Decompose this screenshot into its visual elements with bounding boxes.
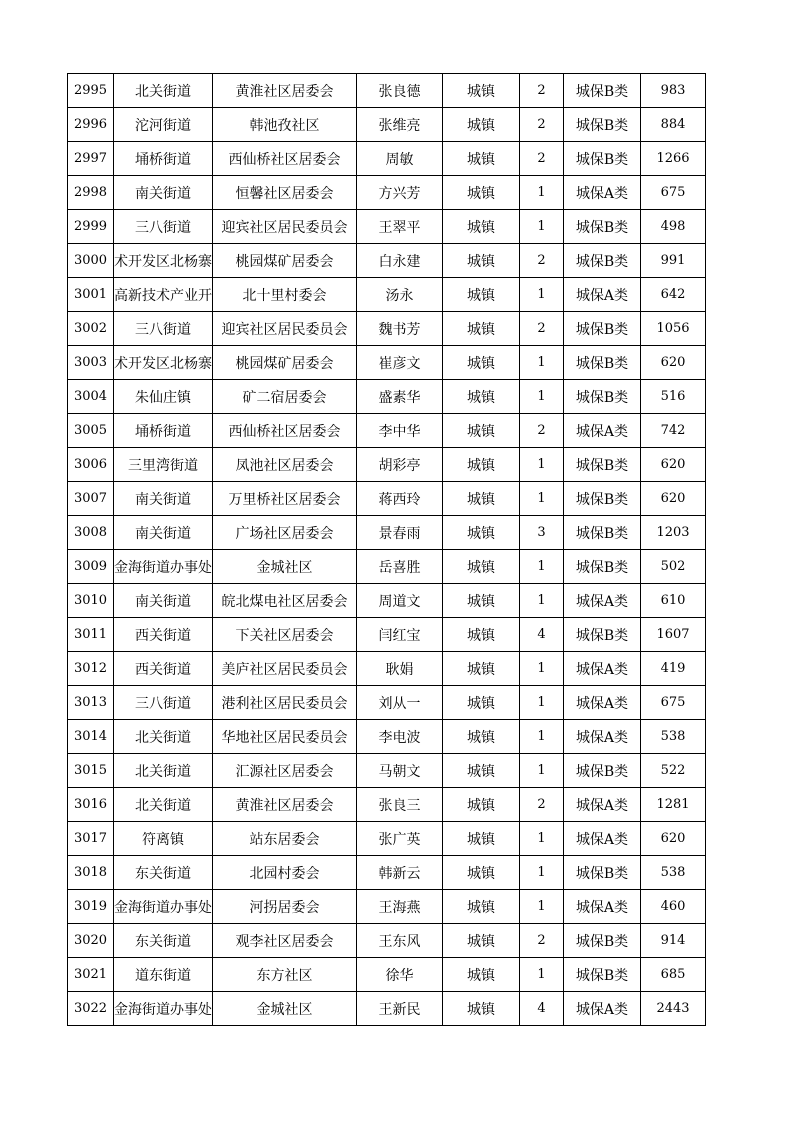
record-id-cell: 3006 [68,448,114,482]
area-type-cell: 城镇 [443,618,520,652]
record-id-cell: 3019 [68,890,114,924]
table-row [68,210,706,244]
table-row [68,108,706,142]
name-cell: 刘从一 [357,686,443,720]
amount-cell: 538 [641,720,706,754]
amount-cell: 642 [641,278,706,312]
household-count-cell: 1 [520,482,564,516]
table-row [68,482,706,516]
street-cell: 朱仙庄镇 [114,380,213,414]
area-type-cell: 城镇 [443,584,520,618]
street-cell: 埇桥街道 [114,414,213,448]
table-row [68,890,706,924]
community-cell: 金城社区 [213,992,357,1026]
record-id-cell: 2997 [68,142,114,176]
record-id-cell: 2998 [68,176,114,210]
name-cell: 胡彩亭 [357,448,443,482]
street-cell: 西关街道 [114,652,213,686]
community-cell: 河拐居委会 [213,890,357,924]
area-type-cell: 城镇 [443,448,520,482]
name-cell: 张广英 [357,822,443,856]
household-count-cell: 1 [520,210,564,244]
table-row [68,74,706,108]
table-body [68,74,706,1026]
area-type-cell: 城镇 [443,652,520,686]
amount-cell: 620 [641,346,706,380]
table-row [68,516,706,550]
community-cell: 站东居委会 [213,822,357,856]
table-row [68,822,706,856]
street-cell: 术开发区北杨寨 [114,244,213,278]
records-table [67,73,706,1026]
community-cell: 桃园煤矿居委会 [213,346,357,380]
amount-cell: 914 [641,924,706,958]
insurance-category-cell: 城保A类 [564,652,641,686]
name-cell: 王新民 [357,992,443,1026]
community-cell: 黄淮社区居委会 [213,788,357,822]
amount-cell: 460 [641,890,706,924]
area-type-cell: 城镇 [443,720,520,754]
household-count-cell: 1 [520,380,564,414]
name-cell: 景春雨 [357,516,443,550]
table-row [68,720,706,754]
community-cell: 东方社区 [213,958,357,992]
community-cell: 北园村委会 [213,856,357,890]
name-cell: 周道文 [357,584,443,618]
insurance-category-cell: 城保B类 [564,550,641,584]
community-cell: 桃园煤矿居委会 [213,244,357,278]
table-row [68,652,706,686]
name-cell: 李中华 [357,414,443,448]
household-count-cell: 1 [520,754,564,788]
record-id-cell: 3013 [68,686,114,720]
area-type-cell: 城镇 [443,414,520,448]
amount-cell: 419 [641,652,706,686]
table-row [68,176,706,210]
insurance-category-cell: 城保B类 [564,210,641,244]
table-row [68,618,706,652]
community-cell: 西仙桥社区居委会 [213,142,357,176]
street-cell: 北关街道 [114,788,213,822]
table-row [68,958,706,992]
street-cell: 三八街道 [114,686,213,720]
name-cell: 韩新云 [357,856,443,890]
area-type-cell: 城镇 [443,550,520,584]
name-cell: 崔彦文 [357,346,443,380]
insurance-category-cell: 城保B类 [564,74,641,108]
area-type-cell: 城镇 [443,822,520,856]
insurance-category-cell: 城保B类 [564,380,641,414]
record-id-cell: 3018 [68,856,114,890]
community-cell: 华地社区居民委员会 [213,720,357,754]
community-cell: 金城社区 [213,550,357,584]
record-id-cell: 3010 [68,584,114,618]
amount-cell: 884 [641,108,706,142]
amount-cell: 742 [641,414,706,448]
area-type-cell: 城镇 [443,278,520,312]
amount-cell: 502 [641,550,706,584]
insurance-category-cell: 城保A类 [564,414,641,448]
name-cell: 耿娟 [357,652,443,686]
street-cell: 西关街道 [114,618,213,652]
record-id-cell: 3014 [68,720,114,754]
area-type-cell: 城镇 [443,108,520,142]
area-type-cell: 城镇 [443,346,520,380]
amount-cell: 1203 [641,516,706,550]
street-cell: 术开发区北杨寨 [114,346,213,380]
street-cell: 东关街道 [114,856,213,890]
record-id-cell: 3022 [68,992,114,1026]
name-cell: 王东风 [357,924,443,958]
name-cell: 马朝文 [357,754,443,788]
record-id-cell: 3020 [68,924,114,958]
household-count-cell: 1 [520,584,564,618]
record-id-cell: 2999 [68,210,114,244]
table-row [68,924,706,958]
community-cell: 观李社区居委会 [213,924,357,958]
name-cell: 闫红宝 [357,618,443,652]
record-id-cell: 2996 [68,108,114,142]
table-row [68,856,706,890]
area-type-cell: 城镇 [443,788,520,822]
name-cell: 岳喜胜 [357,550,443,584]
area-type-cell: 城镇 [443,754,520,788]
street-cell: 三八街道 [114,210,213,244]
table-row [68,686,706,720]
table-row [68,312,706,346]
record-id-cell: 3003 [68,346,114,380]
household-count-cell: 4 [520,992,564,1026]
insurance-category-cell: 城保A类 [564,788,641,822]
amount-cell: 538 [641,856,706,890]
name-cell: 李电波 [357,720,443,754]
insurance-category-cell: 城保B类 [564,346,641,380]
amount-cell: 516 [641,380,706,414]
name-cell: 王翠平 [357,210,443,244]
household-count-cell: 2 [520,788,564,822]
household-count-cell: 1 [520,448,564,482]
street-cell: 南关街道 [114,482,213,516]
street-cell: 东关街道 [114,924,213,958]
community-cell: 黄淮社区居委会 [213,74,357,108]
insurance-category-cell: 城保B类 [564,108,641,142]
street-cell: 北关街道 [114,74,213,108]
amount-cell: 610 [641,584,706,618]
insurance-category-cell: 城保A类 [564,278,641,312]
insurance-category-cell: 城保B类 [564,482,641,516]
table-row [68,550,706,584]
community-cell: 矿二宿居委会 [213,380,357,414]
street-cell: 南关街道 [114,176,213,210]
record-id-cell: 3000 [68,244,114,278]
area-type-cell: 城镇 [443,482,520,516]
area-type-cell: 城镇 [443,516,520,550]
record-id-cell: 3001 [68,278,114,312]
community-cell: 美庐社区居民委员会 [213,652,357,686]
household-count-cell: 1 [520,822,564,856]
record-id-cell: 3012 [68,652,114,686]
record-id-cell: 3016 [68,788,114,822]
name-cell: 方兴芳 [357,176,443,210]
household-count-cell: 2 [520,312,564,346]
community-cell: 广场社区居委会 [213,516,357,550]
record-id-cell: 3021 [68,958,114,992]
community-cell: 迎宾社区居民委员会 [213,210,357,244]
area-type-cell: 城镇 [443,74,520,108]
street-cell: 沱河街道 [114,108,213,142]
insurance-category-cell: 城保B类 [564,754,641,788]
street-cell: 高新技术产业开 [114,278,213,312]
household-count-cell: 1 [520,890,564,924]
insurance-category-cell: 城保B类 [564,924,641,958]
household-count-cell: 1 [520,550,564,584]
amount-cell: 675 [641,176,706,210]
table-row [68,754,706,788]
household-count-cell: 1 [520,686,564,720]
amount-cell: 2443 [641,992,706,1026]
community-cell: 北十里村委会 [213,278,357,312]
insurance-category-cell: 城保B类 [564,142,641,176]
insurance-category-cell: 城保B类 [564,856,641,890]
amount-cell: 522 [641,754,706,788]
table-row [68,992,706,1026]
community-cell: 下关社区居委会 [213,618,357,652]
community-cell: 恒馨社区居委会 [213,176,357,210]
amount-cell: 620 [641,822,706,856]
table-row [68,346,706,380]
record-id-cell: 3004 [68,380,114,414]
amount-cell: 620 [641,482,706,516]
record-id-cell: 3007 [68,482,114,516]
street-cell: 三里湾街道 [114,448,213,482]
area-type-cell: 城镇 [443,210,520,244]
record-id-cell: 2995 [68,74,114,108]
amount-cell: 1281 [641,788,706,822]
insurance-category-cell: 城保B类 [564,244,641,278]
amount-cell: 1056 [641,312,706,346]
community-cell: 万里桥社区居委会 [213,482,357,516]
amount-cell: 983 [641,74,706,108]
area-type-cell: 城镇 [443,686,520,720]
household-count-cell: 1 [520,856,564,890]
area-type-cell: 城镇 [443,992,520,1026]
insurance-category-cell: 城保A类 [564,176,641,210]
street-cell: 符离镇 [114,822,213,856]
area-type-cell: 城镇 [443,176,520,210]
table-row [68,788,706,822]
household-count-cell: 1 [520,278,564,312]
street-cell: 金海街道办事处 [114,992,213,1026]
record-id-cell: 3005 [68,414,114,448]
community-cell: 凤池社区居委会 [213,448,357,482]
insurance-category-cell: 城保A类 [564,890,641,924]
name-cell: 周敏 [357,142,443,176]
amount-cell: 620 [641,448,706,482]
name-cell: 汤永 [357,278,443,312]
record-id-cell: 3009 [68,550,114,584]
household-count-cell: 1 [520,958,564,992]
amount-cell: 685 [641,958,706,992]
household-count-cell: 2 [520,108,564,142]
area-type-cell: 城镇 [443,958,520,992]
table-row [68,142,706,176]
name-cell: 蒋西玲 [357,482,443,516]
street-cell: 北关街道 [114,720,213,754]
table-row [68,380,706,414]
community-cell: 汇源社区居委会 [213,754,357,788]
area-type-cell: 城镇 [443,244,520,278]
household-count-cell: 2 [520,74,564,108]
record-id-cell: 3008 [68,516,114,550]
table-row [68,414,706,448]
area-type-cell: 城镇 [443,856,520,890]
record-id-cell: 3017 [68,822,114,856]
street-cell: 道东街道 [114,958,213,992]
area-type-cell: 城镇 [443,890,520,924]
insurance-category-cell: 城保A类 [564,992,641,1026]
insurance-category-cell: 城保B类 [564,448,641,482]
name-cell: 魏书芳 [357,312,443,346]
household-count-cell: 1 [520,652,564,686]
insurance-category-cell: 城保B类 [564,618,641,652]
community-cell: 皖北煤电社区居委会 [213,584,357,618]
table-row [68,448,706,482]
area-type-cell: 城镇 [443,312,520,346]
insurance-category-cell: 城保A类 [564,686,641,720]
household-count-cell: 2 [520,414,564,448]
household-count-cell: 2 [520,142,564,176]
table-row [68,278,706,312]
name-cell: 徐华 [357,958,443,992]
record-id-cell: 3011 [68,618,114,652]
household-count-cell: 1 [520,176,564,210]
amount-cell: 991 [641,244,706,278]
area-type-cell: 城镇 [443,380,520,414]
name-cell: 张良三 [357,788,443,822]
name-cell: 王海燕 [357,890,443,924]
insurance-category-cell: 城保B类 [564,312,641,346]
name-cell: 盛素华 [357,380,443,414]
household-count-cell: 1 [520,346,564,380]
household-count-cell: 3 [520,516,564,550]
street-cell: 南关街道 [114,584,213,618]
table-row [68,584,706,618]
street-cell: 金海街道办事处 [114,890,213,924]
community-cell: 迎宾社区居民委员会 [213,312,357,346]
table-row [68,244,706,278]
amount-cell: 675 [641,686,706,720]
amount-cell: 1266 [641,142,706,176]
record-id-cell: 3002 [68,312,114,346]
area-type-cell: 城镇 [443,142,520,176]
household-count-cell: 2 [520,244,564,278]
insurance-category-cell: 城保A类 [564,822,641,856]
household-count-cell: 1 [520,720,564,754]
insurance-category-cell: 城保B类 [564,958,641,992]
street-cell: 南关街道 [114,516,213,550]
street-cell: 金海街道办事处 [114,550,213,584]
household-count-cell: 2 [520,924,564,958]
household-count-cell: 4 [520,618,564,652]
street-cell: 埇桥街道 [114,142,213,176]
record-id-cell: 3015 [68,754,114,788]
area-type-cell: 城镇 [443,924,520,958]
community-cell: 港利社区居民委员会 [213,686,357,720]
street-cell: 三八街道 [114,312,213,346]
street-cell: 北关街道 [114,754,213,788]
insurance-category-cell: 城保A类 [564,584,641,618]
name-cell: 张维亮 [357,108,443,142]
amount-cell: 1607 [641,618,706,652]
name-cell: 白永建 [357,244,443,278]
community-cell: 韩池孜社区 [213,108,357,142]
insurance-category-cell: 城保A类 [564,720,641,754]
name-cell: 张良德 [357,74,443,108]
community-cell: 西仙桥社区居委会 [213,414,357,448]
insurance-category-cell: 城保B类 [564,516,641,550]
amount-cell: 498 [641,210,706,244]
